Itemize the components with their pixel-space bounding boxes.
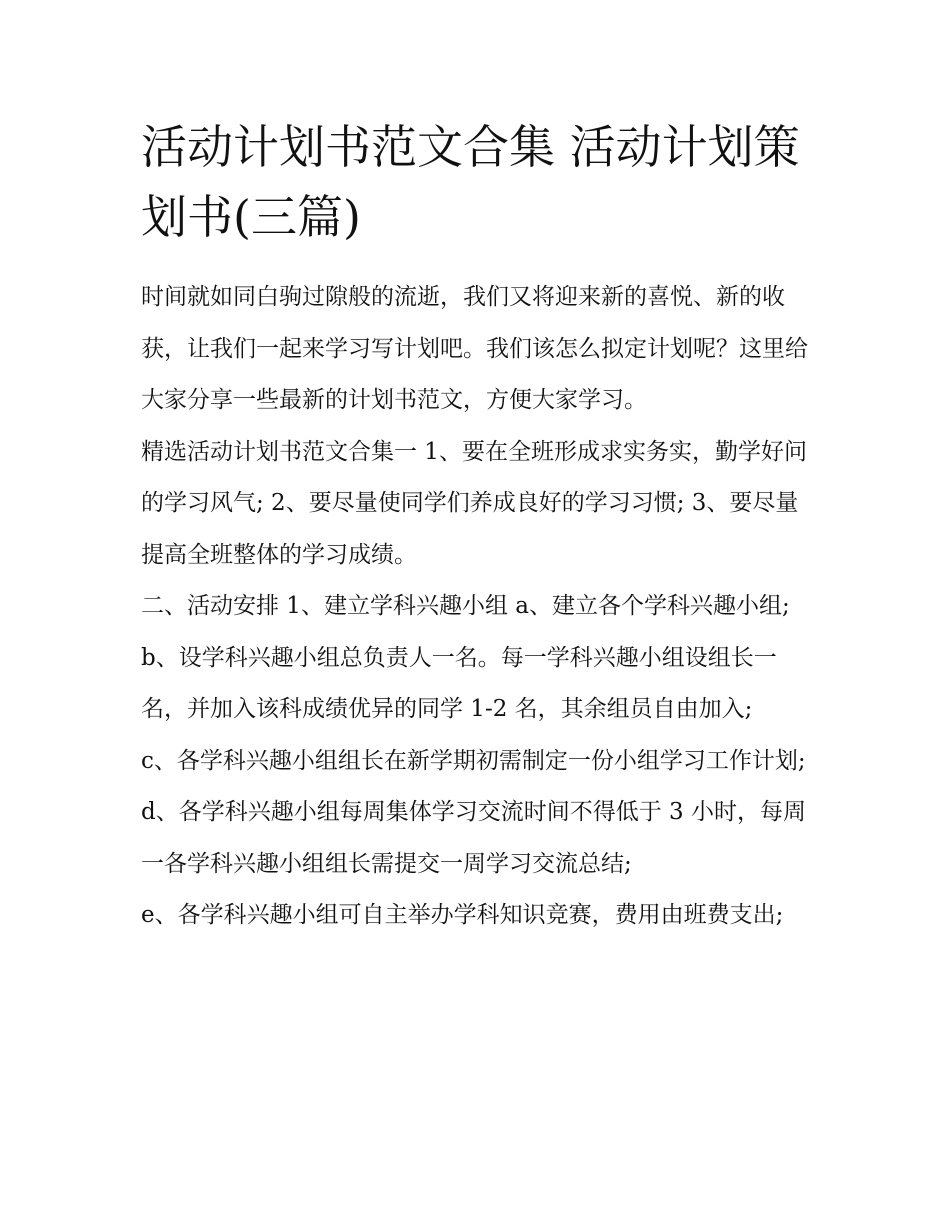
- paragraph-item-d: d、各学科兴趣小组每周集体学习交流时间不得低于 3 小时，每周一各学科兴趣小组组长需提交一周学习交流总结;: [141, 799, 806, 877]
- paragraph-item-c: c、各学科兴趣小组组长在新学期初需制定一份小组学习工作计划;: [141, 747, 806, 774]
- paragraph-intro: 时间就如同白驹过隙般的流逝，我们又将迎来新的喜悦、新的收获，让我们一起来学习写计划吧。我们该怎么拟定计划呢？这里给大家分享一些最新的计划书范文，方便大家学习。: [141, 284, 808, 413]
- paragraph-item-e: e、各学科兴趣小组可自主举办学科知识竞赛，费用由班费支出;: [141, 902, 784, 928]
- document-title: 活动计划书范文合集 活动计划策划书(三篇): [141, 120, 800, 244]
- document-body: [141, 272, 813, 942]
- paragraph-goals: 精选活动计划书范文合集一 1、要在全班形成求实务实，勤学好问的学习风气; 2、要尽量使同学们养成良好的学习习惯; 3、要尽量提高全班整体的学习成绩。: [141, 438, 807, 568]
- paragraph-activity-arrangement: 二、活动安排 1、建立学科兴趣小组 a、建立各个学科兴趣小组;: [141, 593, 790, 619]
- document-page: [141, 112, 813, 942]
- paragraph-item-b: b、设学科兴趣小组总负责人一名。每一学科兴趣小组设组长一名，并加入该科成绩优异的同学 1-2 名，其余组员自由加入;: [141, 644, 777, 722]
